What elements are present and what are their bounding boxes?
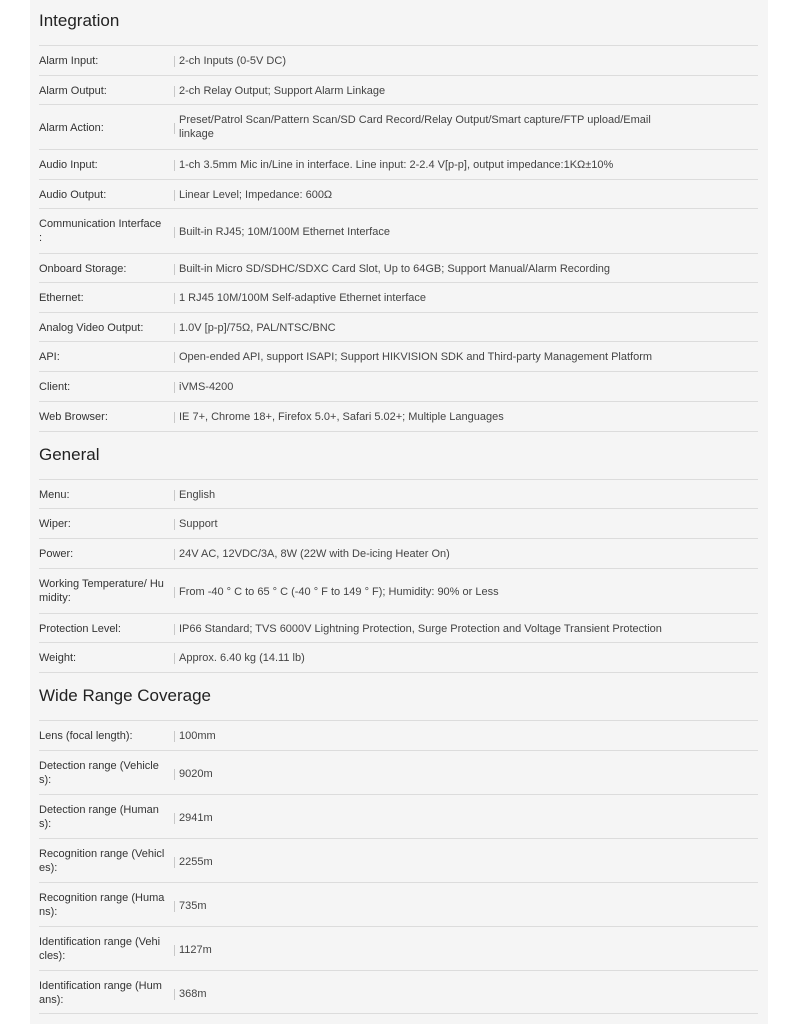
column-divider <box>174 352 175 363</box>
column-divider <box>174 587 175 598</box>
spec-row <box>39 282 758 312</box>
spec-label: Ethernet: <box>39 292 84 304</box>
column-divider <box>174 519 175 530</box>
spec-row <box>39 720 758 750</box>
spec-value: Linear Level; Impedance: 600Ω <box>179 189 333 201</box>
column-divider <box>174 945 175 956</box>
spec-value: Support <box>179 518 218 530</box>
column-divider <box>174 490 175 501</box>
spec-label: Analog Video Output: <box>39 322 144 334</box>
section-title-general: General <box>39 445 100 464</box>
spec-row <box>39 642 758 673</box>
spec-value: Preset/Patrol Scan/Pattern Scan/SD Card Record/Relay Output/Smart capture/FTP upload/Email linkage <box>179 114 651 140</box>
spec-row <box>39 149 758 179</box>
spec-value: 9020m <box>179 768 213 780</box>
spec-row <box>39 568 758 613</box>
spec-value: iVMS-4200 <box>179 381 234 393</box>
column-divider <box>174 86 175 97</box>
spec-row <box>39 882 758 926</box>
spec-label: Recognition range (Humans): <box>39 892 165 918</box>
spec-label: Audio Output: <box>39 189 107 201</box>
column-divider <box>174 264 175 275</box>
section-title-wide-range-coverage: Wide Range Coverage <box>39 686 211 705</box>
spec-value: 24V AC, 12VDC/3A, 8W (22W with De-icing Heater On) <box>179 548 450 560</box>
spec-label: Identification range (Humans): <box>39 980 162 1006</box>
spec-value: 1 RJ45 10M/100M Self-adaptive Ethernet interface <box>179 292 427 304</box>
spec-label: Communication Interface : <box>39 218 162 244</box>
spec-row <box>39 508 758 538</box>
spec-value: Built-in Micro SD/SDHC/SDXC Card Slot, Up to 64GB; Support Manual/Alarm Recording <box>179 263 610 275</box>
column-divider <box>174 227 175 238</box>
spec-label: Wiper: <box>39 518 71 530</box>
spec-row <box>39 750 758 794</box>
spec-row <box>39 341 758 371</box>
column-divider <box>174 549 175 560</box>
spec-value: 735m <box>179 900 207 912</box>
spec-label: Identification range (Vehicles): <box>39 936 161 962</box>
spec-label: Weight: <box>39 652 77 664</box>
spec-value: IE 7+, Chrome 18+, Firefox 5.0+, Safari 5.02+; Multiple Languages <box>179 411 504 423</box>
spec-value: Approx. 6.40 kg (14.11 lb) <box>179 652 305 664</box>
spec-label: Recognition range (Vehicles): <box>39 848 165 874</box>
spec-row <box>39 312 758 341</box>
spec-value: Built-in RJ45; 10M/100M Ethernet Interface <box>179 226 390 238</box>
spec-value: 2-ch Relay Output; Support Alarm Linkage <box>179 85 386 97</box>
spec-value: 1.0V [p-p]/75Ω, PAL/NTSC/BNC <box>179 322 336 334</box>
spec-value: Open-ended API, support ISAPI; Support HIKVISION SDK and Third-party Management Platform <box>179 351 653 363</box>
spec-row <box>39 45 758 75</box>
spec-label: Onboard Storage: <box>39 263 127 275</box>
column-divider <box>174 989 175 1000</box>
spec-label: Web Browser: <box>39 411 108 423</box>
spec-row <box>39 75 758 104</box>
column-divider <box>174 813 175 824</box>
spec-row <box>39 401 758 432</box>
spec-label: Lens (focal length): <box>39 730 133 742</box>
spec-panel <box>30 0 768 1024</box>
spec-value: 2255m <box>179 856 213 868</box>
section-title-integration: Integration <box>39 11 120 30</box>
spec-value: IP66 Standard; TVS 6000V Lightning Protection, Surge Protection and Voltage Transient Protection <box>179 623 662 635</box>
spec-value: 100mm <box>179 730 216 742</box>
column-divider <box>174 857 175 868</box>
spec-row <box>39 794 758 838</box>
spec-label: API: <box>39 351 60 363</box>
column-divider <box>174 624 175 635</box>
column-divider <box>174 382 175 393</box>
spec-value: 1-ch 3.5mm Mic in/Line in interface. Line input: 2-2.4 V[p-p], output impedance:1KΩ±10% <box>179 159 614 171</box>
spec-label: Working Temperature/ Humidity: <box>39 578 164 604</box>
spec-label: Protection Level: <box>39 623 121 635</box>
spec-row <box>39 179 758 208</box>
spec-value: 2941m <box>179 812 213 824</box>
column-divider <box>174 653 175 664</box>
spec-label: Client: <box>39 381 71 393</box>
column-divider <box>174 293 175 304</box>
spec-value: From -40 ° C to 65 ° C (-40 ° F to 149 ° F); Humidity: 90% or Less <box>179 586 499 598</box>
spec-value: 368m <box>179 988 207 1000</box>
spec-row <box>39 208 758 253</box>
spec-label: Alarm Action: <box>39 122 104 134</box>
column-divider <box>174 190 175 201</box>
column-divider <box>174 123 175 134</box>
column-divider <box>174 901 175 912</box>
spec-row <box>39 253 758 282</box>
spec-row <box>39 104 758 149</box>
spec-value: English <box>179 489 216 501</box>
column-divider <box>174 56 175 67</box>
spec-label: Alarm Input: <box>39 55 99 67</box>
spec-label: Menu: <box>39 489 70 501</box>
spec-row <box>39 538 758 568</box>
column-divider <box>174 412 175 423</box>
spec-row <box>39 838 758 882</box>
spec-row <box>39 970 758 1014</box>
spec-row <box>39 371 758 401</box>
spec-label: Power: <box>39 548 74 560</box>
column-divider <box>174 323 175 334</box>
spec-row <box>39 613 758 642</box>
column-divider <box>174 769 175 780</box>
spec-value: 2-ch Inputs (0-5V DC) <box>179 55 286 67</box>
spec-label: Detection range (Vehicles): <box>39 760 159 786</box>
column-divider <box>174 731 175 742</box>
spec-value: 1127m <box>179 944 212 956</box>
spec-label: Detection range (Humans): <box>39 804 159 830</box>
spec-label: Audio Input: <box>39 159 98 171</box>
column-divider <box>174 160 175 171</box>
spec-label: Alarm Output: <box>39 85 107 97</box>
spec-row <box>39 479 758 508</box>
spec-row <box>39 926 758 970</box>
